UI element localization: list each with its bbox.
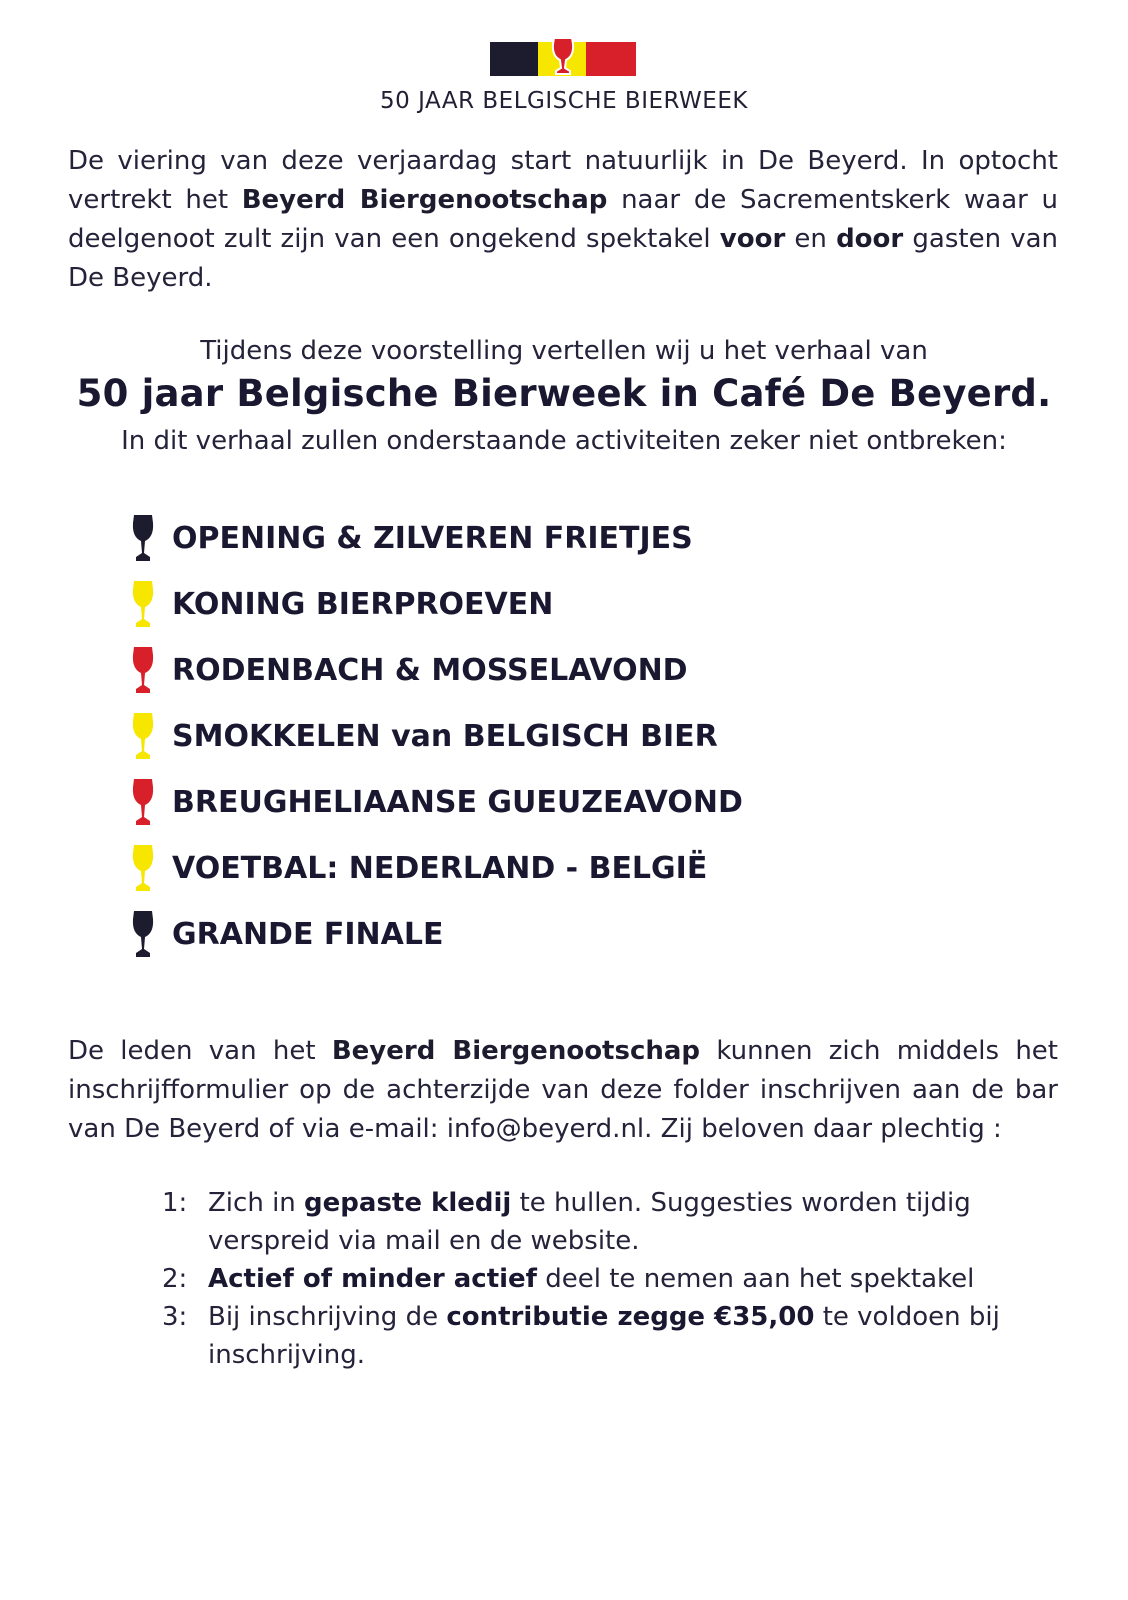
pledge-number: 1: <box>162 1188 188 1218</box>
pledge-text <box>208 1298 1022 1374</box>
header-title: 50 JAAR BELGISCHE BIERWEEK <box>380 88 748 114</box>
activity-label: RODENBACH & MOSSELAVOND <box>172 652 688 688</box>
activity-item <box>130 510 693 566</box>
pledge-item <box>162 1184 1022 1260</box>
pledge-text-post: te hullen. Suggesties worden tijdig verspreid via mail en de website. <box>208 1188 971 1256</box>
beer-glass-icon <box>130 578 156 630</box>
pledge-number: 3: <box>162 1302 188 1332</box>
members-text: De leden van het <box>68 1036 332 1066</box>
pledge-text-post: te voldoen bij inschrijving. <box>208 1302 1000 1370</box>
activity-label: VOETBAL: NEDERLAND - BELGIË <box>172 850 708 886</box>
activity-label: BREUGHELIAANSE GUEUZEAVOND <box>172 784 743 820</box>
pledge-text <box>208 1184 1022 1260</box>
activity-item <box>130 774 743 830</box>
members-paragraph <box>68 1032 1058 1149</box>
intro-text: gasten van De Beyerd. <box>68 224 1058 293</box>
members-bold-society: Beyerd Biergenootschap <box>331 1036 701 1066</box>
activity-item <box>130 840 707 896</box>
activity-item <box>130 708 718 764</box>
intro-text: naar de Sacrementskerk waar u deelgenoot zult zijn van een ongekend spektakel <box>68 185 1058 254</box>
main-title: 50 jaar Belgische Bierweek in Café De Beyerd. <box>76 372 1052 415</box>
pledge-item <box>162 1260 1022 1298</box>
intro-bold-society: Beyerd Biergenootschap <box>241 185 608 215</box>
pledge-item <box>162 1298 1022 1374</box>
activity-item <box>130 906 443 962</box>
activity-item <box>130 642 688 698</box>
intro-paragraph <box>68 142 1058 298</box>
pledge-text-pre: Bij inschrijving de <box>208 1302 447 1332</box>
activity-label: OPENING & ZILVEREN FRIETJES <box>172 520 693 556</box>
members-text: kunnen zich middels het inschrijfformulier op de achterzijde van deze folder inschrijven aan de bar van De Beyerd of via e-mail: info@beyerd.nl. Zij beloven daar plechtig : <box>68 1036 1059 1144</box>
intro-text: De viering van deze verjaardag start natuurlijk in De Beyerd. In optocht vertrekt het <box>68 146 1058 215</box>
activity-label: GRANDE FINALE <box>172 916 444 952</box>
beer-glass-icon <box>130 512 156 564</box>
beer-glass-icon <box>130 710 156 762</box>
intro-bold-door: door <box>836 224 904 254</box>
pledge-number: 2: <box>162 1264 188 1294</box>
beer-glass-icon <box>130 908 156 960</box>
intro-bold-voor: voor <box>719 224 786 254</box>
pledge-text-bold: Actief of minder actief <box>208 1264 537 1294</box>
beer-glass-icon <box>130 644 156 696</box>
intro-text: en <box>785 224 837 254</box>
activity-label: KONING BIERPROEVEN <box>172 586 554 622</box>
tagline: Tijdens deze voorstelling vertellen wij u het verhaal van <box>200 336 928 366</box>
beer-glass-icon <box>130 776 156 828</box>
beer-glass-icon <box>130 842 156 894</box>
activity-item <box>130 576 553 632</box>
flag-black-bar <box>490 42 538 76</box>
activity-label: SMOKKELEN van BELGISCH BIER <box>172 718 718 754</box>
pledge-text-pre: Zich in <box>208 1188 305 1218</box>
pledge-text-post: deel te nemen aan het spektakel <box>536 1264 975 1294</box>
list-intro: In dit verhaal zullen onderstaande activiteiten zeker niet ontbreken: <box>121 426 1007 456</box>
pledge-text <box>208 1260 1022 1298</box>
belgian-flag-logo <box>490 38 636 80</box>
flag-red-bar <box>586 42 636 76</box>
pledge-text-bold: contributie zegge €35,00 <box>446 1302 815 1332</box>
pledge-text-bold: gepaste kledij <box>304 1188 512 1218</box>
